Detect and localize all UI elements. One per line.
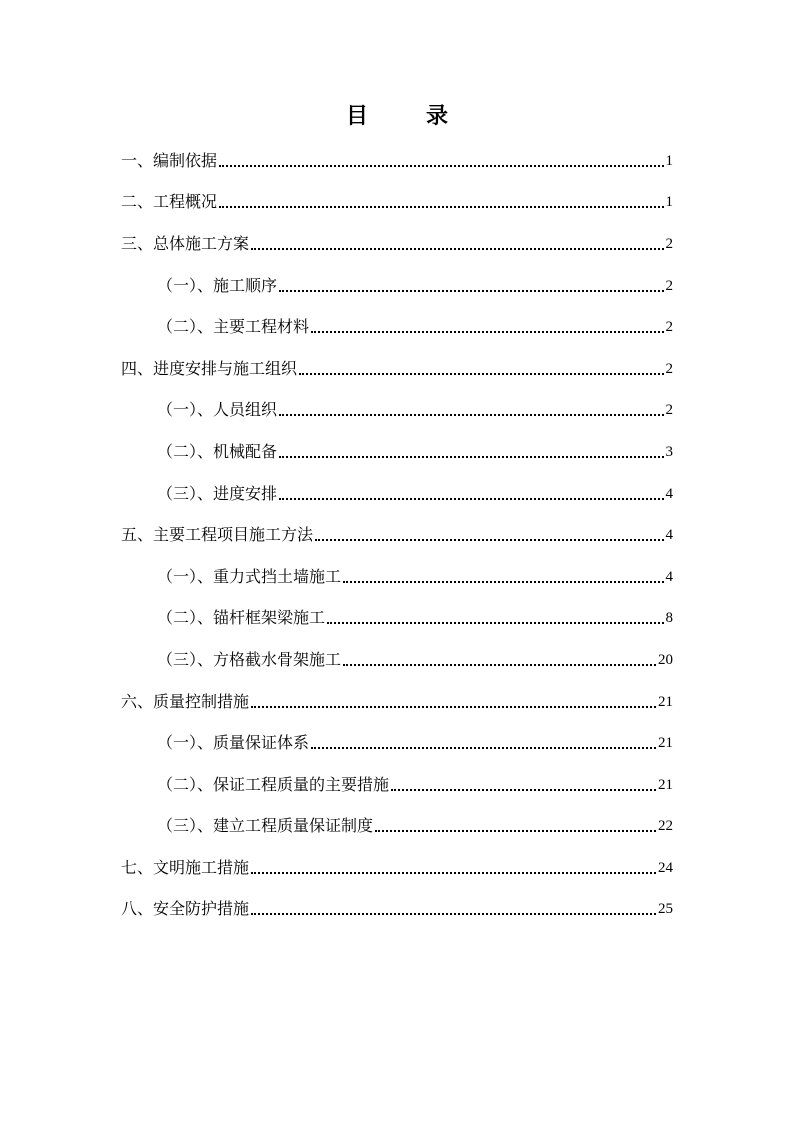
toc-entry[interactable] xyxy=(121,306,673,348)
toc-entry[interactable] xyxy=(121,348,673,390)
toc-dot-leader xyxy=(343,664,656,666)
toc-entry-label: 四、进度安排与施工组织 xyxy=(121,358,298,378)
toc-entry-page-number: 1 xyxy=(665,194,673,211)
toc-entry[interactable] xyxy=(121,806,673,848)
toc-entry-label: 七、文明施工措施 xyxy=(121,857,250,877)
toc-dot-leader xyxy=(279,456,663,458)
toc-entry-label: （二）、锚杆框架梁施工 xyxy=(157,608,326,628)
toc-entry-page-number: 4 xyxy=(665,485,673,502)
toc-entry[interactable] xyxy=(121,764,673,806)
toc-entry-label: （三）、方格截水骨架施工 xyxy=(157,649,342,669)
toc-entry-page-number: 21 xyxy=(658,735,673,752)
toc-entry-page-number: 1 xyxy=(665,152,673,169)
toc-entry-page-number: 2 xyxy=(665,235,673,252)
toc-dot-leader xyxy=(311,331,663,333)
toc-dot-leader xyxy=(279,498,663,500)
toc-entry[interactable] xyxy=(121,889,673,931)
toc-entry-page-number: 25 xyxy=(658,901,673,918)
toc-dot-leader xyxy=(219,165,663,167)
toc-entry[interactable] xyxy=(121,556,673,598)
toc-entry-page-number: 22 xyxy=(658,818,673,835)
toc-entry-label: 二、工程概况 xyxy=(121,192,218,212)
toc-entry[interactable] xyxy=(121,722,673,764)
toc-entry-label: 一、编制依据 xyxy=(121,150,218,170)
toc-entry[interactable] xyxy=(121,847,673,889)
toc-dot-leader xyxy=(327,622,663,624)
toc-entry-label: （三）、建立工程质量保证制度 xyxy=(157,816,374,836)
table-of-contents xyxy=(121,140,673,930)
toc-dot-leader xyxy=(299,373,663,375)
toc-entry-page-number: 8 xyxy=(665,610,673,627)
toc-dot-leader xyxy=(251,872,656,874)
toc-entry[interactable] xyxy=(121,431,673,473)
toc-dot-leader xyxy=(391,789,656,791)
toc-entry-label: （一）、人员组织 xyxy=(157,400,278,420)
toc-dot-leader xyxy=(343,581,663,583)
toc-entry[interactable] xyxy=(121,598,673,640)
toc-entry-label: （一）、质量保证体系 xyxy=(157,733,310,753)
toc-entry-label: （二）、机械配备 xyxy=(157,441,278,461)
toc-dot-leader xyxy=(375,830,656,832)
toc-entry-label: 五、主要工程项目施工方法 xyxy=(121,525,314,545)
toc-entry[interactable] xyxy=(121,514,673,556)
toc-entry-page-number: 21 xyxy=(658,693,673,710)
toc-entry-page-number: 2 xyxy=(665,402,673,419)
toc-entry[interactable] xyxy=(121,223,673,265)
toc-entry-label: （一）、重力式挡土墙施工 xyxy=(157,566,342,586)
toc-entry-page-number: 4 xyxy=(665,568,673,585)
toc-entry-page-number: 24 xyxy=(658,859,673,876)
toc-entry-label: （三）、进度安排 xyxy=(157,483,278,503)
toc-dot-leader xyxy=(251,706,656,708)
toc-entry[interactable] xyxy=(121,140,673,182)
toc-dot-leader xyxy=(251,248,663,250)
toc-entry-page-number: 20 xyxy=(658,651,673,668)
toc-entry-page-number: 3 xyxy=(665,443,673,460)
toc-dot-leader xyxy=(311,747,656,749)
toc-entry-page-number: 2 xyxy=(665,360,673,377)
toc-entry-label: （二）、主要工程材料 xyxy=(157,317,310,337)
toc-entry[interactable] xyxy=(121,681,673,723)
toc-entry-label: （二）、保证工程质量的主要措施 xyxy=(157,774,390,794)
toc-entry-label: 三、总体施工方案 xyxy=(121,233,250,253)
toc-entry[interactable] xyxy=(121,473,673,515)
toc-dot-leader xyxy=(279,414,663,416)
page-title: 目 录 xyxy=(345,103,466,129)
toc-dot-leader xyxy=(315,539,663,541)
toc-entry[interactable] xyxy=(121,639,673,681)
toc-dot-leader xyxy=(219,206,663,208)
toc-entry[interactable] xyxy=(121,390,673,432)
toc-entry-page-number: 2 xyxy=(665,319,673,336)
toc-dot-leader xyxy=(279,290,663,292)
toc-entry-page-number: 4 xyxy=(665,527,673,544)
toc-entry-label: （一）、施工顺序 xyxy=(157,275,278,295)
toc-entry[interactable] xyxy=(121,182,673,224)
toc-dot-leader xyxy=(251,913,656,915)
toc-entry-label: 六、质量控制措施 xyxy=(121,691,250,711)
toc-entry[interactable] xyxy=(121,265,673,307)
toc-entry-label: 八、安全防护措施 xyxy=(121,899,250,919)
toc-entry-page-number: 2 xyxy=(665,277,673,294)
toc-entry-page-number: 21 xyxy=(658,776,673,793)
